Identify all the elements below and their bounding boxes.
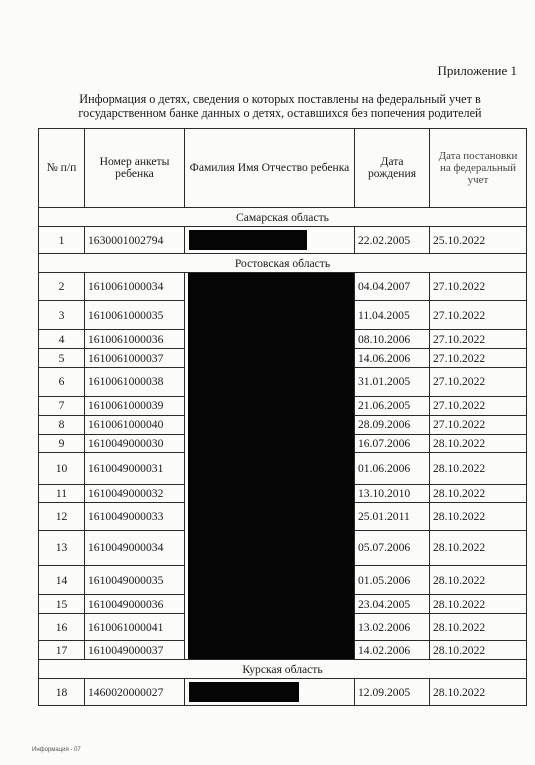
row-number: 13 xyxy=(39,530,85,565)
redacted-name-block xyxy=(188,273,354,659)
birth-date: 14.02.2006 xyxy=(355,641,430,660)
table-row xyxy=(39,227,527,254)
questionnaire-number: 1610049000034 xyxy=(85,530,185,565)
children-table xyxy=(38,128,527,706)
row-number: 2 xyxy=(39,273,85,301)
registration-date: 27.10.2022 xyxy=(430,301,527,330)
region-label: Самарская область xyxy=(39,208,527,227)
row-number: 10 xyxy=(39,453,85,484)
registration-date: 28.10.2022 xyxy=(430,613,527,640)
row-number: 12 xyxy=(39,503,85,530)
row-number: 6 xyxy=(39,367,85,396)
header-dob: Дата рождения xyxy=(355,129,430,208)
region-label: Курская область xyxy=(39,660,527,679)
questionnaire-number: 1610061000039 xyxy=(85,397,185,416)
region-row xyxy=(39,254,527,273)
row-number: 5 xyxy=(39,349,85,368)
row-number: 3 xyxy=(39,301,85,330)
questionnaire-number: 1610061000036 xyxy=(85,330,185,349)
questionnaire-number: 1630001002794 xyxy=(85,227,185,254)
questionnaire-number: 1610061000037 xyxy=(85,349,185,368)
registration-date: 27.10.2022 xyxy=(430,415,527,434)
table-row xyxy=(39,273,527,301)
birth-date: 13.02.2006 xyxy=(355,613,430,640)
row-number: 8 xyxy=(39,415,85,434)
row-number: 18 xyxy=(39,679,85,706)
registration-date: 28.10.2022 xyxy=(430,595,527,614)
region-row xyxy=(39,660,527,679)
questionnaire-number: 1610061000034 xyxy=(85,273,185,301)
registration-date: 28.10.2022 xyxy=(430,641,527,660)
birth-date: 23.04.2005 xyxy=(355,595,430,614)
registration-date: 28.10.2022 xyxy=(430,484,527,503)
table-row xyxy=(39,679,527,706)
questionnaire-number: 1610049000036 xyxy=(85,595,185,614)
title-line-2: государственном банке данных о детях, оставшихся без попечения родителей xyxy=(78,106,482,120)
registration-date: 25.10.2022 xyxy=(430,227,527,254)
row-number: 11 xyxy=(39,484,85,503)
registration-date: 27.10.2022 xyxy=(430,397,527,416)
questionnaire-number: 1610049000031 xyxy=(85,453,185,484)
child-name-cell xyxy=(185,227,355,254)
registration-date: 27.10.2022 xyxy=(430,273,527,301)
region-row xyxy=(39,208,527,227)
child-name-cell xyxy=(185,679,355,706)
questionnaire-number: 1610049000030 xyxy=(85,434,185,453)
birth-date: 16.07.2006 xyxy=(355,434,430,453)
birth-date: 08.10.2006 xyxy=(355,330,430,349)
redacted-name-block xyxy=(189,230,307,250)
row-number: 17 xyxy=(39,641,85,660)
registration-date: 28.10.2022 xyxy=(430,434,527,453)
questionnaire-number: 1610061000041 xyxy=(85,613,185,640)
birth-date: 28.09.2006 xyxy=(355,415,430,434)
questionnaire-number: 1610049000037 xyxy=(85,641,185,660)
title-line-1: Информация о детях, сведения о которых поставлены на федеральный учет в xyxy=(79,92,481,106)
registration-date: 27.10.2022 xyxy=(430,349,527,368)
table-header-row xyxy=(39,129,527,208)
registration-date: 28.10.2022 xyxy=(430,530,527,565)
questionnaire-number: 1610061000038 xyxy=(85,367,185,396)
child-name-cell xyxy=(185,273,355,660)
registration-date: 28.10.2022 xyxy=(430,503,527,530)
header-name: Фамилия Имя Отчество ребенка xyxy=(185,129,355,208)
birth-date: 25.01.2011 xyxy=(355,503,430,530)
birth-date: 22.02.2005 xyxy=(355,227,430,254)
row-number: 16 xyxy=(39,613,85,640)
questionnaire-number: 1610049000032 xyxy=(85,484,185,503)
row-number: 9 xyxy=(39,434,85,453)
birth-date: 01.05.2006 xyxy=(355,566,430,595)
header-registration-date: Дата постановки на федеральный учет xyxy=(430,129,527,208)
birth-date: 11.04.2005 xyxy=(355,301,430,330)
header-id: Номер анкеты ребенка xyxy=(85,129,185,208)
birth-date: 12.09.2005 xyxy=(355,679,430,706)
registration-date: 28.10.2022 xyxy=(430,453,527,484)
row-number: 4 xyxy=(39,330,85,349)
appendix-label: Приложение 1 xyxy=(437,63,517,78)
questionnaire-number: 1460020000027 xyxy=(85,679,185,706)
page-footer: Информация - 07 xyxy=(32,747,81,753)
questionnaire-number: 1610061000040 xyxy=(85,415,185,434)
redacted-name-block xyxy=(189,682,299,702)
birth-date: 04.04.2007 xyxy=(355,273,430,301)
birth-date: 14.06.2006 xyxy=(355,349,430,368)
birth-date: 05.07.2006 xyxy=(355,530,430,565)
region-label: Ростовская область xyxy=(39,254,527,273)
registration-date: 27.10.2022 xyxy=(430,330,527,349)
questionnaire-number: 1610049000035 xyxy=(85,566,185,595)
birth-date: 13.10.2010 xyxy=(355,484,430,503)
registration-date: 28.10.2022 xyxy=(430,566,527,595)
row-number: 14 xyxy=(39,566,85,595)
questionnaire-number: 1610049000033 xyxy=(85,503,185,530)
row-number: 7 xyxy=(39,397,85,416)
birth-date: 31.01.2005 xyxy=(355,367,430,396)
row-number: 1 xyxy=(39,227,85,254)
header-num: № п/п xyxy=(39,129,85,208)
document-title xyxy=(40,92,520,120)
questionnaire-number: 1610061000035 xyxy=(85,301,185,330)
registration-date: 27.10.2022 xyxy=(430,367,527,396)
birth-date: 01.06.2006 xyxy=(355,453,430,484)
birth-date: 21.06.2005 xyxy=(355,397,430,416)
row-number: 15 xyxy=(39,595,85,614)
registration-date: 28.10.2022 xyxy=(430,679,527,706)
